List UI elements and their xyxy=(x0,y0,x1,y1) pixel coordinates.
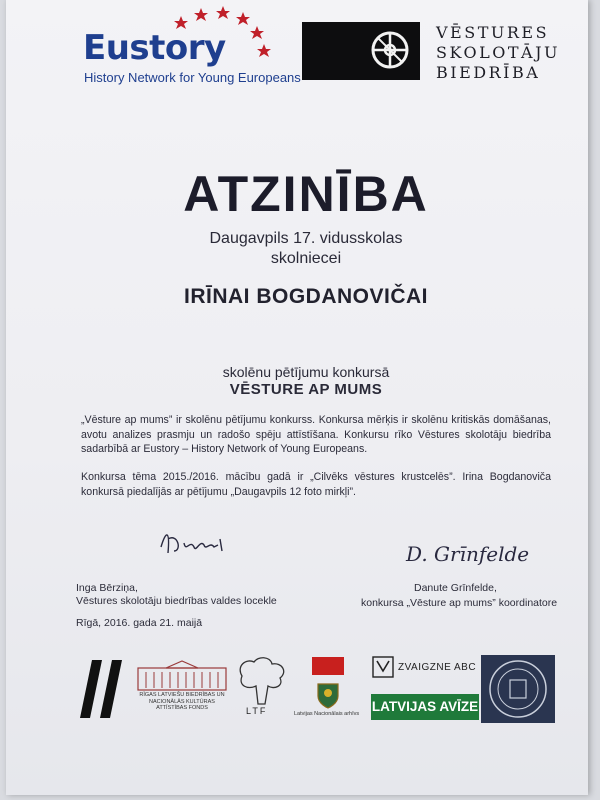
signature-left-icon xyxy=(156,525,231,560)
recipient-name: IRĪNAI BOGDANOVIČAI xyxy=(183,285,428,308)
competition-name: VĒSTURE AP MUMS xyxy=(229,381,383,398)
zvaigzne-logo-icon xyxy=(372,656,394,678)
rlb-fund-label: RĪGAS LATVIEŠU BIEDRĪBAS UN NACIONĀLĀS KULTŪRAS ATTĪSTĪBAS FONDS xyxy=(139,692,225,711)
wheel-emblem-icon xyxy=(302,22,420,80)
ltf-label: LTF xyxy=(246,706,268,716)
archive-coat-of-arms-icon xyxy=(314,680,342,710)
right-signer-name: Danute Grīnfelde, xyxy=(414,582,497,594)
certificate-title: ATZINĪBA xyxy=(183,166,429,222)
slash-logo-icon xyxy=(78,660,126,718)
society-line-2: SKOLOTĀJU xyxy=(436,43,560,62)
competition-label: skolēnu pētījumu konkursā xyxy=(222,364,390,380)
eustory-tagline: History Network for Young Europeans xyxy=(84,70,301,85)
left-signer-role: Vēstures skolotāju biedrības valdes locekle xyxy=(76,595,277,607)
place-date: Rīgā, 2016. gada 21. maijā xyxy=(76,617,203,629)
school-line-2: skolniecei xyxy=(270,250,342,267)
building-logo-icon xyxy=(136,660,228,692)
society-logo-box xyxy=(302,22,420,80)
society-name xyxy=(436,23,560,83)
archive-red-flag xyxy=(312,657,344,675)
society-line-3: BIEDRĪBA xyxy=(436,63,541,82)
society-line-1: VĒSTURES xyxy=(436,23,550,42)
certificate-sheet xyxy=(6,0,588,795)
archive-label: Latvijas Nacionālais arhīvs xyxy=(294,711,360,717)
ltf-tree-icon xyxy=(232,656,290,706)
zvaigzne-label: ZVAIGZNE ABC xyxy=(398,662,477,673)
eustory-logo-text: Eustory xyxy=(83,28,226,68)
latvijas-avize-logo: LATVIJAS AVĪZE xyxy=(371,694,479,720)
school-line-1: Daugavpils 17. vidusskolas xyxy=(209,230,403,247)
description-paragraph-1: „Vēsture ap mums” ir skolēnu pētījumu konkurss. Konkursa mērķis ir skolēnu kritiskās domāšanas, avotu analizes prasmju un radošo spēju attīstīšana. Konkursu rīko Vēstures skolotāju biedrība sadarbībā ar Eustory – History Network of Young Europeans. xyxy=(81,414,551,455)
left-signer-name: Inga Bērziņa, xyxy=(76,582,138,594)
description-paragraph-2: Konkursa tēma 2015./2016. mācību gadā ir „Cilvēks vēstures krustcelēs”. Irina Bogdanoviča konkursā piedalījās ar pētījumu „Daugavpils 12 foto mirkļi”. xyxy=(81,471,551,498)
right-signer-role: konkursa „Vēsture ap mums” koordinatore xyxy=(361,597,558,609)
seal-emblem-icon xyxy=(480,654,556,724)
signature-right-handwriting: D. Grīnfelde xyxy=(406,542,530,566)
